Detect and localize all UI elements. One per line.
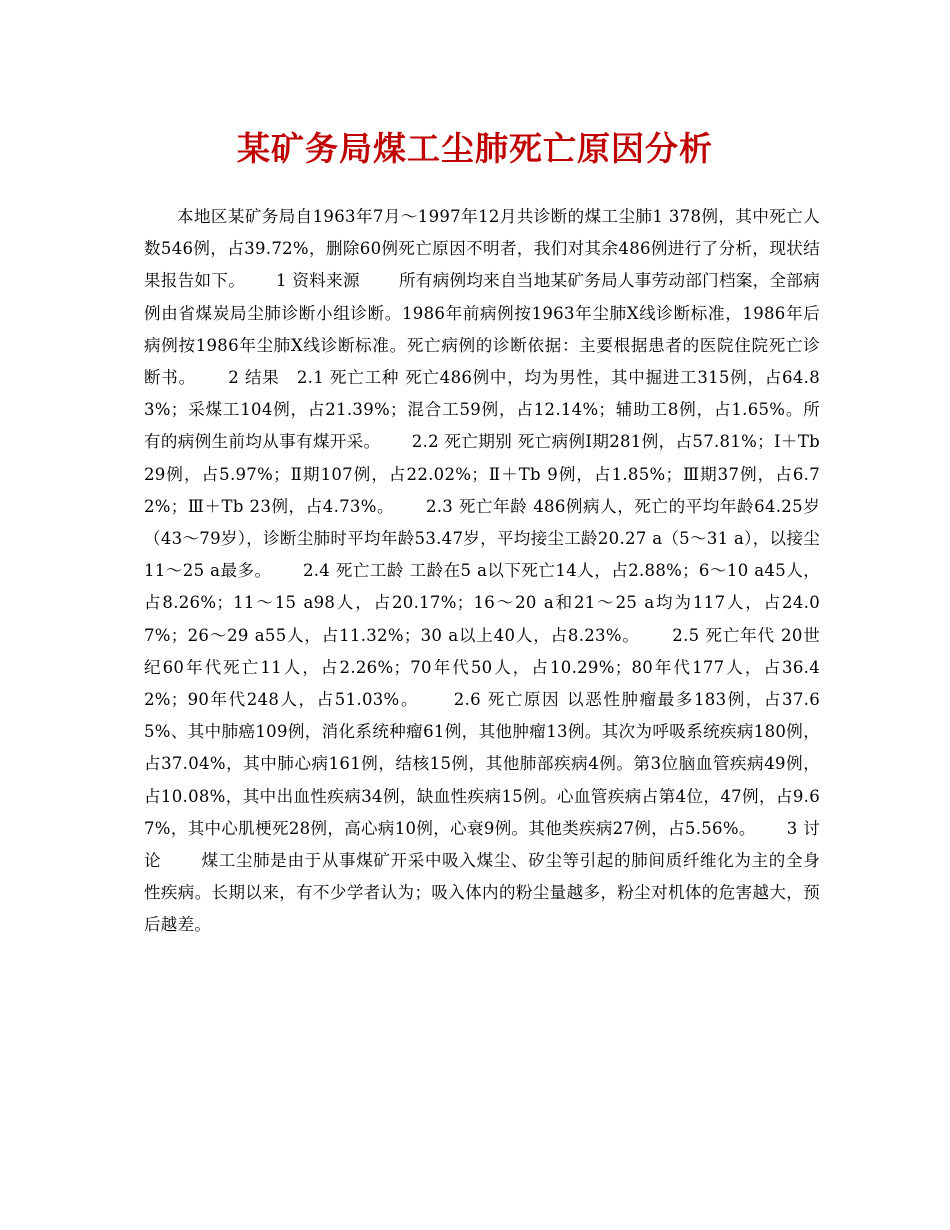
document-body-paragraph: 本地区某矿务局自1963年7月～1997年12月共诊断的煤工尘肺1 378例，其中死亡人数546例，占39.72%，删除60例死亡原因不明者，我们对其余486例进行了分析，现状结果报告如下。 1 资料来源 所有病例均来自当地某矿务局人事劳动部门档案，全部病例由省煤炭局尘肺诊断小组诊断。1986年前病例按1963年尘肺X线诊断标准，1986年后病例按1986年尘肺X线诊断标准。死亡病例的诊断依据：主要根据患者的医院住院死亡诊断书。 2 结果 2.1 死亡工种 死亡486例中，均为男性，其中掘进工315例，占64.83%；采煤工104例，占21.39%；混合工59例，占12.14%；辅助工8例，占1.65%。所有的病例生前均从事有煤开采。 2.2 死亡期别 死亡病例Ⅰ期281例，占57.81%；Ⅰ＋Tb 29例，占5.97%；Ⅱ期107例，占22.02%；Ⅱ＋Tb 9例，占1.85%；Ⅲ期37例，占6.72%；Ⅲ＋Tb 23例，占4.73%。 2.3 死亡年龄 486例病人，死亡的平均年龄64.25岁（43～79岁），诊断尘肺时平均年龄53.47岁，平均接尘工龄20.27 a（5～31 a），以接尘11～25 a最多。 2.4 死亡工龄 工龄在5 a以下死亡14人，占2.88%；6～10 a45人，占8.26%；11～15 a98人，占20.17%；16～20 a和21～25 a均为117人，占24.07%；26～29 a55人，占11.32%；30 a以上40人，占8.23%。 2.5 死亡年代 20世纪60年代死亡11人，占2.26%；70年代50人，占10.29%；80年代177人，占36.42%；90年代248人，占51.03%。 2.6 死亡原因 以恶性肿瘤最多183例，占37.65%、其中肺癌109例，消化系统种瘤61例，其他肿瘤13例。其次为呼吸系统疾病180例，占37.04%，其中肺心病161例，结核15例，其他肺部疾病4例。第3位脑血管疾病49例，占10.08%，其中出血性疾病34例，缺血性疾病15例。心血管疾病占第4位，47例，占9.67%，其中心肌梗死28例，高心病10例，心衰9例。其他类疾病27例，占5.56%。 3 讨论 煤工尘肺是由于从事煤矿开采中吸入煤尘、矽尘等引起的肺间质纤维化为主的全身性疾病。长期以来，有不少学者认为；吸入体内的粉尘量越多，粉尘对机体的危害越大，预后越差。 <box>144 207 820 935</box>
document-title: 某矿务局煤工尘肺死亡原因分析 <box>237 129 713 168</box>
